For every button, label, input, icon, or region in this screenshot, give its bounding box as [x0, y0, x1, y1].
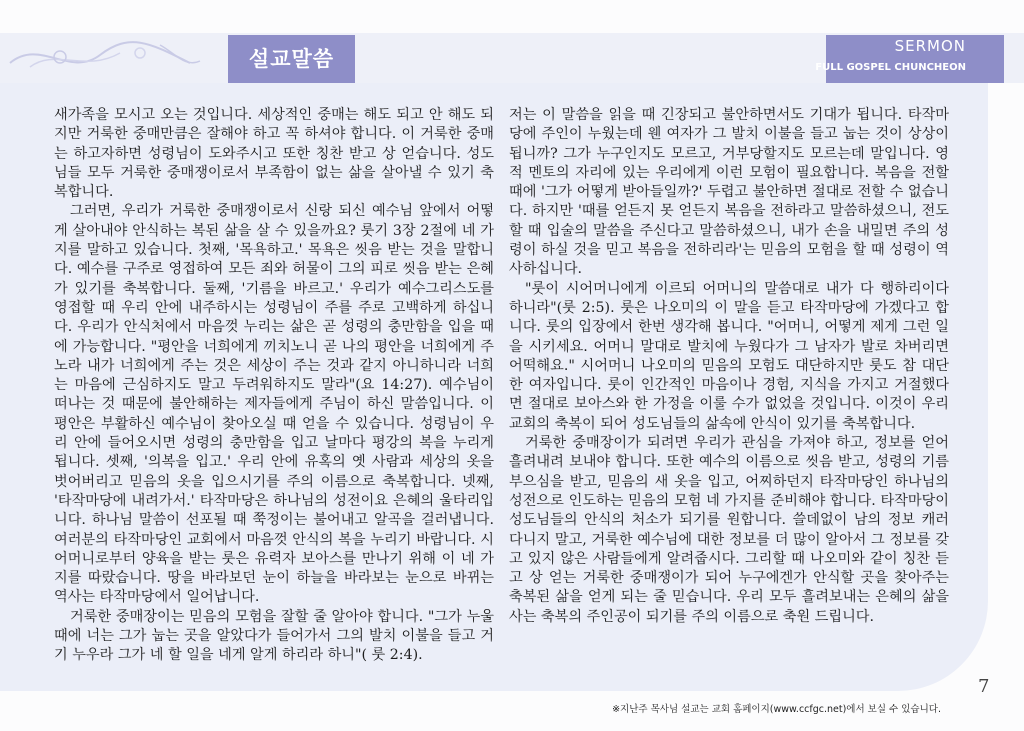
paragraph: 새가족을 모시고 오는 것입니다. 세상적인 중매는 해도 되고 안 해도 되지만 거룩한 중매만큼은 잘해야 하고 꼭 하셔야 합니다. 이 거룩한 중매는 하고자하면 성령님이 도와주시고 또한 칭찬 받고 상 얻습니다. 성도님들 모두 거룩한 중매쟁이로서 부족함이 없는 삶을 살아낼 수 있기 축복합니다.: [54, 107, 494, 201]
section-label: SERMON: [894, 37, 966, 55]
floral-ornament-icon: [0, 33, 228, 83]
page-title: 설교말씀: [248, 47, 335, 71]
footnote: ※지난주 목사님 설교는 교회 홈페이지(www.ccfgc.net)에서 보실 수 있습니다.: [612, 704, 941, 715]
paragraph: 그러면, 우리가 거룩한 중매쟁이로서 신랑 되신 예수님 앞에서 어떻게 살아내야 안식하는 복된 삶을 살 수 있을까요? 룻기 3장 2절에 네 가지를 말하고 있습니다. 첫째, '목욕하고.' 목욕은 씻음 받는 것을 말합니다. 예수를 구주로 영접하여 모든 죄와 허물이 그의 피로 씻음 받는 은혜가 있기를 축복합니다. 둘째, '기름을 바르고.' 우리가 예수그리스도를 영접할 때 우리 안에 내주하시는 성령님이 주를 주로 고백하게 하십니다. 우리가 안식처에서 마음껏 누리는 삶은 곧 성령의 충만함을 입을 때에 가능합니다. "평안을 너희에게 끼치노니 곧 나의 평안을 너희에게 주노라 내가 너희에게 주는 것은 세상이 주는 것과 같지 아니하니라 너희는 마음에 근심하지도 말고 두려워하지도 말라"(요 14:27). 예수님이 떠나는 것 때문에 불안해하는 제자들에게 주님이 하신 말씀입니다. 이 평안은 부활하신 예수님이 찾아오실 때 얻을 수 있습니다. 성령님이 우리 안에 들어오시면 성령의 충만함을 입고 날마다 평강의 복을 누리게 됩니다. 셋째, '의복을 입고.' 우리 안에 유혹의 옛 사람과 세상의 옷을 벗어버리고 믿음의 옷을 입으시기를 주의 이름으로 축복합니다. 넷째, '타작마당에 내려가서.' 타작마당은 하나님의 성전이요 은혜의 울타리입니다. 하나님 말씀이 선포될 때 쭉정이는 불어내고 알곡을 걸러냅니다. 여러분의 타작마당인 교회에서 마음껏 안식의 복을 누리기 바랍니다. 시어머니로부터 양육을 받는 룻은 유력자 보아스를 만나기 위해 이 네 가지를 따랐습니다. 땅을 바라보던 눈이 하늘을 바라보는 눈으로 바뀌는 역사는 타작마당에서 일어납니다.: [54, 203, 494, 606]
paragraph: 거룩한 중매장이는 믿음의 모험을 잘할 줄 알아야 합니다. "그가 누울 때에 너는 그가 눕는 곳을 알았다가 들어가서 그의 발치 이불을 들고 거기 누우라 그가 네 할 일을 네게 알게 하리라 하니"( 룻 2:4).: [54, 608, 494, 664]
paragraph: "룻이 시어머니에게 이르되 어머니의 말씀대로 내가 다 행하리이다 하니라"(룻 2:5). 룻은 나오미의 이 말을 듣고 타작마당에 가겠다고 합니다. 룻의 입장에서 한번 생각해 봅니다. "어머니, 어떻게 제게 그런 일을 시키세요. 어머니 말대로 발치에 누웠다가 그 남자가 발로 차버리면 어떡해요." 시어머니 나오미의 믿음의 모험도 대단하지만 룻도 참 대단한 여자입니다. 룻이 인간적인 마음이나 경험, 지식을 가지고 거절했다면 절대로 보아스와 한 가정을 이룰 수가 없었을 것입니다. 이것이 우리 교회의 축복이 되어 성도님들의 삶속에 안식이 있기를 축복합니다.: [509, 280, 949, 432]
right-column: [509, 106, 949, 627]
page-number: 7: [978, 676, 990, 697]
paragraph: 거룩한 중매장이가 되려면 우리가 관심을 가져야 하고, 정보를 얻어 흘려내려 보내야 합니다. 또한 예수의 이름으로 씻음 받고, 성령의 기름부으심을 받고, 믿음의 새 옷을 입고, 어찌하던지 타작마당인 하나님의 성전으로 인도하는 믿음의 모험 네 가지를 준비해야 합니다. 타작마당이 성도님들의 안식의 처소가 되기를 원합니다. 쓸데없이 남의 정보 캐러 다니지 말고, 거룩한 예수님에 대한 정보를 더 많이 알아서 그 정보를 갖고 있지 않은 사람들에게 알려줍시다. 그리할 때 나오미와 같이 칭찬 듣고 상 얻는 거룩한 중매쟁이가 되어 누구에겐가 안식할 곳을 찾아주는 축복된 삶을 얻게 되는 줄 믿습니다. 우리 모두 흘려보내는 은혜의 삶을 사는 축복의 주인공이 되기를 주의 이름으로 축원 드립니다.: [509, 435, 949, 625]
paragraph: 저는 이 말씀을 읽을 때 긴장되고 불안하면서도 기대가 됩니다. 타작마당에 주인이 누웠는데 웬 여자가 그 발치 이불을 들고 눕는 것이 상상이 됩니까? 그가 누구인지도 모르고, 거부당할지도 모르는데 말입니다. 영적 멘토의 자리에 있는 우리에게 이런 모험이 필요합니다. 복음을 전할 때에 '그가 어떻게 받아들일까?' 두렵고 불안하면 절대로 전할 수 없습니다. 하지만 '때를 얻든지 못 얻든지 복음을 전하라고 말씀하셨으니, 전도할 때 입술의 말씀을 주신다고 말씀하셨으니, 내가 손을 내밀면 주의 성령이 하실 것을 믿고 복음을 전하리라'는 믿음의 모험을 할 때 성령이 역사하십니다.: [509, 107, 949, 278]
church-name: FULL GOSPEL CHUNCHEON: [815, 62, 966, 73]
left-column: [54, 106, 494, 666]
